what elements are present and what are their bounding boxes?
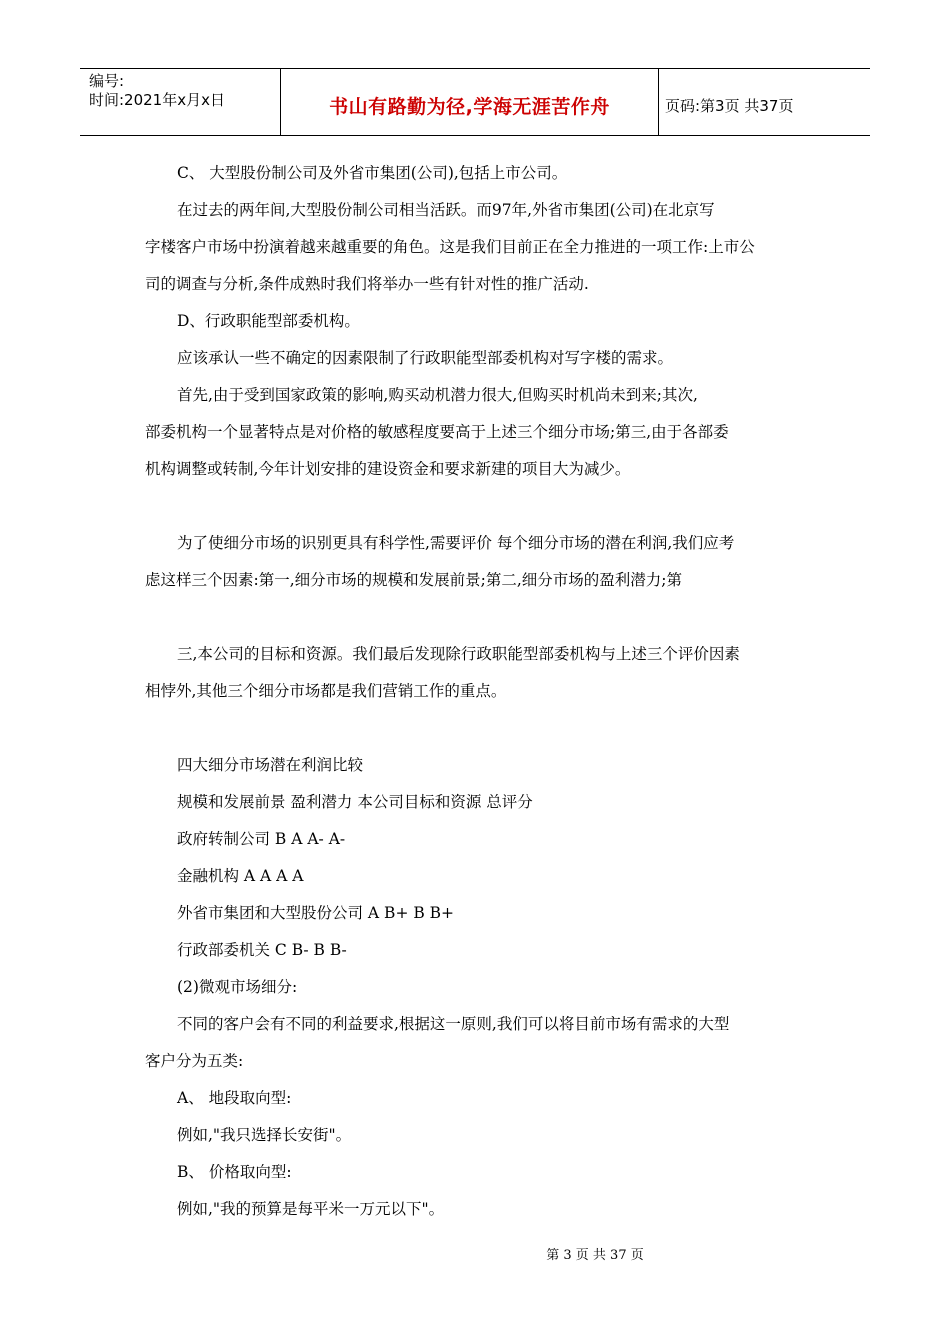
paragraph-line: 为了使细分市场的识别更具有科学性,需要评价 每个细分市场的潜在利润,我们应考 [177,534,735,552]
paragraph-line: 字楼客户市场中扮演着越来越重要的角色。这是我们目前正在全力推进的一项工作:上市公 [145,238,755,256]
paragraph-line: 三,本公司的目标和资源。我们最后发现除行政职能型部委机构与上述三个评价因素 [177,645,740,663]
blank-line [145,599,810,636]
paragraph-line: 首先,由于受到国家政策的影响,购买动机潜力很大,但购买时机尚未到来;其次, [177,386,698,404]
header-motto-cell [281,69,659,135]
table-row: 外省市集团和大型股份公司 A B+ B B+ [177,904,455,922]
table-header-row: 规模和发展前景 盈利潜力 本公司目标和资源 总评分 [177,793,533,811]
paragraph-line: 虑这样三个因素:第一,细分市场的规模和发展前景;第二,细分市场的盈利潜力;第 [145,571,683,589]
paragraph-line: 例如,"我只选择长安街"。 [177,1126,352,1144]
table-row: 政府转制公司 B A A- A- [177,830,346,848]
paragraph-line: 客户分为五类: [145,1052,244,1070]
page-header [80,68,870,136]
paragraph-line: D、行政职能型部委机构。 [177,312,360,330]
paragraph-line: 应该承认一些不确定的因素限制了行政职能型部委机构对写字楼的需求。 [177,349,674,367]
blank-line [145,710,810,747]
paragraph-line: 相悖外,其他三个细分市场都是我们营销工作的重点。 [145,682,507,700]
paragraph-line: C、 大型股份制公司及外省市集团(公司),包括上市公司。 [177,164,568,182]
paragraph-line: 不同的客户会有不同的利益要求,根据这一原则,我们可以将目前市场有需求的大型 [177,1015,730,1033]
paragraph-line: B、 价格取向型: [177,1163,292,1181]
section-heading: (2)微观市场细分: [177,978,298,996]
paragraph-line: 司的调查与分析,条件成熟时我们将举办一些有针对性的推广活动. [145,275,589,293]
number-label: 编号: [89,72,125,90]
table-title: 四大细分市场潜在利润比较 [177,756,364,774]
paragraph-line: A、 地段取向型: [177,1089,292,1107]
paragraph-line: 在过去的两年间,大型股份制公司相当活跃。而97年,外省市集团(公司)在北京写 [177,201,715,219]
header-meta [80,69,281,135]
paragraph-line: 部委机构一个显著特点是对价格的敏感程度要高于上述三个细分市场;第三,由于各部委 [145,423,729,441]
paragraph-line: 例如,"我的预算是每平米一万元以下"。 [177,1200,445,1218]
header-page-info: 页码:第3页 共37页 [665,96,794,115]
table-row: 金融机构 A A A A [177,867,304,885]
paragraph-line: 机构调整或转制,今年计划安排的建设资金和要求新建的项目大为减少。 [145,460,631,478]
page-footer: 第 3 页 共 37 页 [546,1248,644,1263]
time-label: 时间:2021年x月x日 [89,91,225,109]
motto: 书山有路勤为径,学海无涯苦作舟 [329,95,610,118]
table-row: 行政部委机关 C B- B B- [177,941,347,959]
blank-line [145,488,810,525]
document-body [145,155,810,1228]
